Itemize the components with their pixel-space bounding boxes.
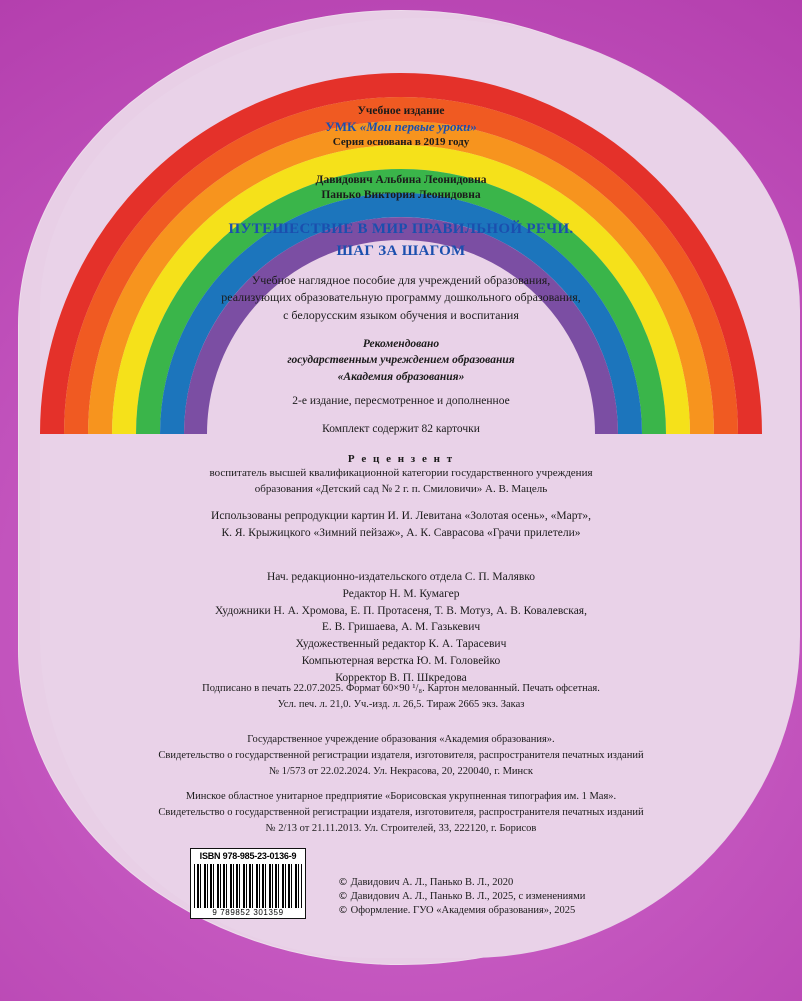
staff-line: Художники Н. А. Хромова, Е. П. Протасеня, Т. В. Мотуз, А. В. Ковалевская,: [215, 604, 587, 617]
copyright-text: Оформление. ГУО «Академия образования», 2025: [350, 904, 576, 916]
imprint-line: Усл. печ. л. 21,0. Уч.-изд. л. 26,5. Тираж 2665 экз. Заказ: [277, 698, 525, 710]
copyright-line: [338, 904, 668, 918]
staff-line: Корректор В. П. Шкредова: [335, 671, 467, 684]
publisher-block-2: [101, 789, 701, 837]
description-line: с белорусским языком обучения и воспитания: [283, 307, 519, 322]
copyright-icon: ©: [338, 904, 348, 916]
staff-line: Нач. редакционно-издательского отдела С. П. Малявко: [266, 571, 536, 583]
umk-line: [101, 119, 701, 136]
printer-line: № 2/13 от 21.11.2013. Ул. Строителей, 33, 222120, г. Борисов: [265, 822, 537, 834]
book-title: [101, 219, 701, 263]
publisher-line: Государственное учреждение образования «Академия образования».: [247, 734, 555, 745]
copyright-icon: ©: [338, 877, 348, 888]
copyright-block: [338, 876, 668, 917]
staff-line: Художественный редактор К. А. Тарасевич: [295, 638, 507, 651]
set-note-line: Комплект содержит 82 карточки: [322, 423, 480, 435]
author-name: Панько Виктория Леонидовна: [321, 188, 481, 201]
edition-kind-label: Учебное издание: [357, 105, 445, 117]
barcode-digits: 9 789852 301359: [212, 907, 284, 917]
reproductions-line: К. Я. Крыжицкого «Зимний пейзаж», А. К. Саврасова «Грачи прилетели»: [221, 527, 581, 540]
reviewer-block: [101, 452, 701, 498]
reproductions-block: [101, 508, 701, 543]
edition-kind-block: [101, 104, 701, 149]
copyright-line: [338, 876, 668, 890]
staff-line: Е. В. Гришаева, А. М. Газькевич: [321, 621, 481, 634]
publisher-block-1: [101, 732, 701, 780]
description-line: Учебное наглядное пособие для учреждений образования,: [251, 273, 551, 287]
recommendation-line: государственным учреждением образования: [287, 354, 515, 367]
copyright-icon: ©: [338, 890, 348, 902]
recommendation-block: [101, 336, 701, 385]
set-note: [101, 422, 701, 437]
reviewer-heading: Р е ц е н з е н т: [347, 453, 455, 465]
copyright-text: Давидович А. Л., Панько В. Л., 2025, с изменениями: [350, 890, 586, 902]
author-name: Давидович Альбина Леонидовна: [315, 174, 487, 186]
reproductions-line: Использованы репродукции картин И. И. Левитана «Золотая осень», «Март»,: [211, 510, 591, 522]
publisher-line: Свидетельство о государственной регистрации издателя, изготовителя, распространителя печатных изданий: [158, 749, 644, 761]
recommendation-line: Рекомендовано: [362, 338, 440, 350]
reviewer-line: образования «Детский сад № 2 г. п. Смиловичи» А. В. Мацель: [254, 483, 548, 496]
printer-line: Свидетельство о государственной регистрации издателя, изготовителя, распространителя печатных изданий: [158, 806, 644, 818]
barcode-bars: [194, 864, 302, 908]
edition-note-line: 2-е издание, пересмотренное и дополненное: [292, 395, 510, 407]
imprint-line: Подписано в печать 22.07.2025. Формат 60×90 ¹/₈. Картон мелованный. Печать офсетная.: [202, 683, 600, 694]
edition-note: [101, 394, 701, 409]
isbn-barcode: [190, 848, 306, 919]
print-imprint-block: [101, 681, 701, 713]
publisher-line: № 1/573 от 22.02.2024. Ул. Некрасова, 20, 220040, г. Минск: [269, 765, 533, 777]
recommendation-line: «Академия образования»: [337, 370, 465, 383]
description-line: реализующих образовательную программу дошкольного образования,: [221, 290, 581, 305]
isbn-text: ISBN 978-985-23-0136-9: [199, 851, 297, 861]
staff-line: Компьютерная верстка Ю. М. Головейко: [301, 654, 501, 667]
printer-line: Минское областное унитарное предприятие «Борисовская укрупненная типография им. 1 Мая».: [185, 791, 617, 802]
copyright-text: Давидович А. Л., Панько В. Л., 2020: [350, 877, 514, 888]
series-note: Серия основана в 2019 году: [332, 136, 470, 149]
reviewer-line: воспитатель высшей квалификационной категории государственного учреждения: [209, 467, 593, 480]
copyright-list: [338, 876, 668, 917]
book-title-line: ШАГ ЗА ШАГОМ: [336, 242, 466, 259]
staff-block: [101, 569, 701, 686]
book-title-line: ПУТЕШЕСТВИЕ В МИР ПРАВИЛЬНОЙ РЕЧИ.: [228, 221, 574, 237]
authors-block: [101, 173, 701, 202]
copyright-line: [338, 890, 668, 904]
description-block: [101, 272, 701, 324]
staff-line: Редактор Н. М. Кумагер: [342, 587, 460, 600]
umk-label: УМК: [325, 118, 357, 134]
umk-title: «Мои первые уроки»: [359, 118, 477, 134]
